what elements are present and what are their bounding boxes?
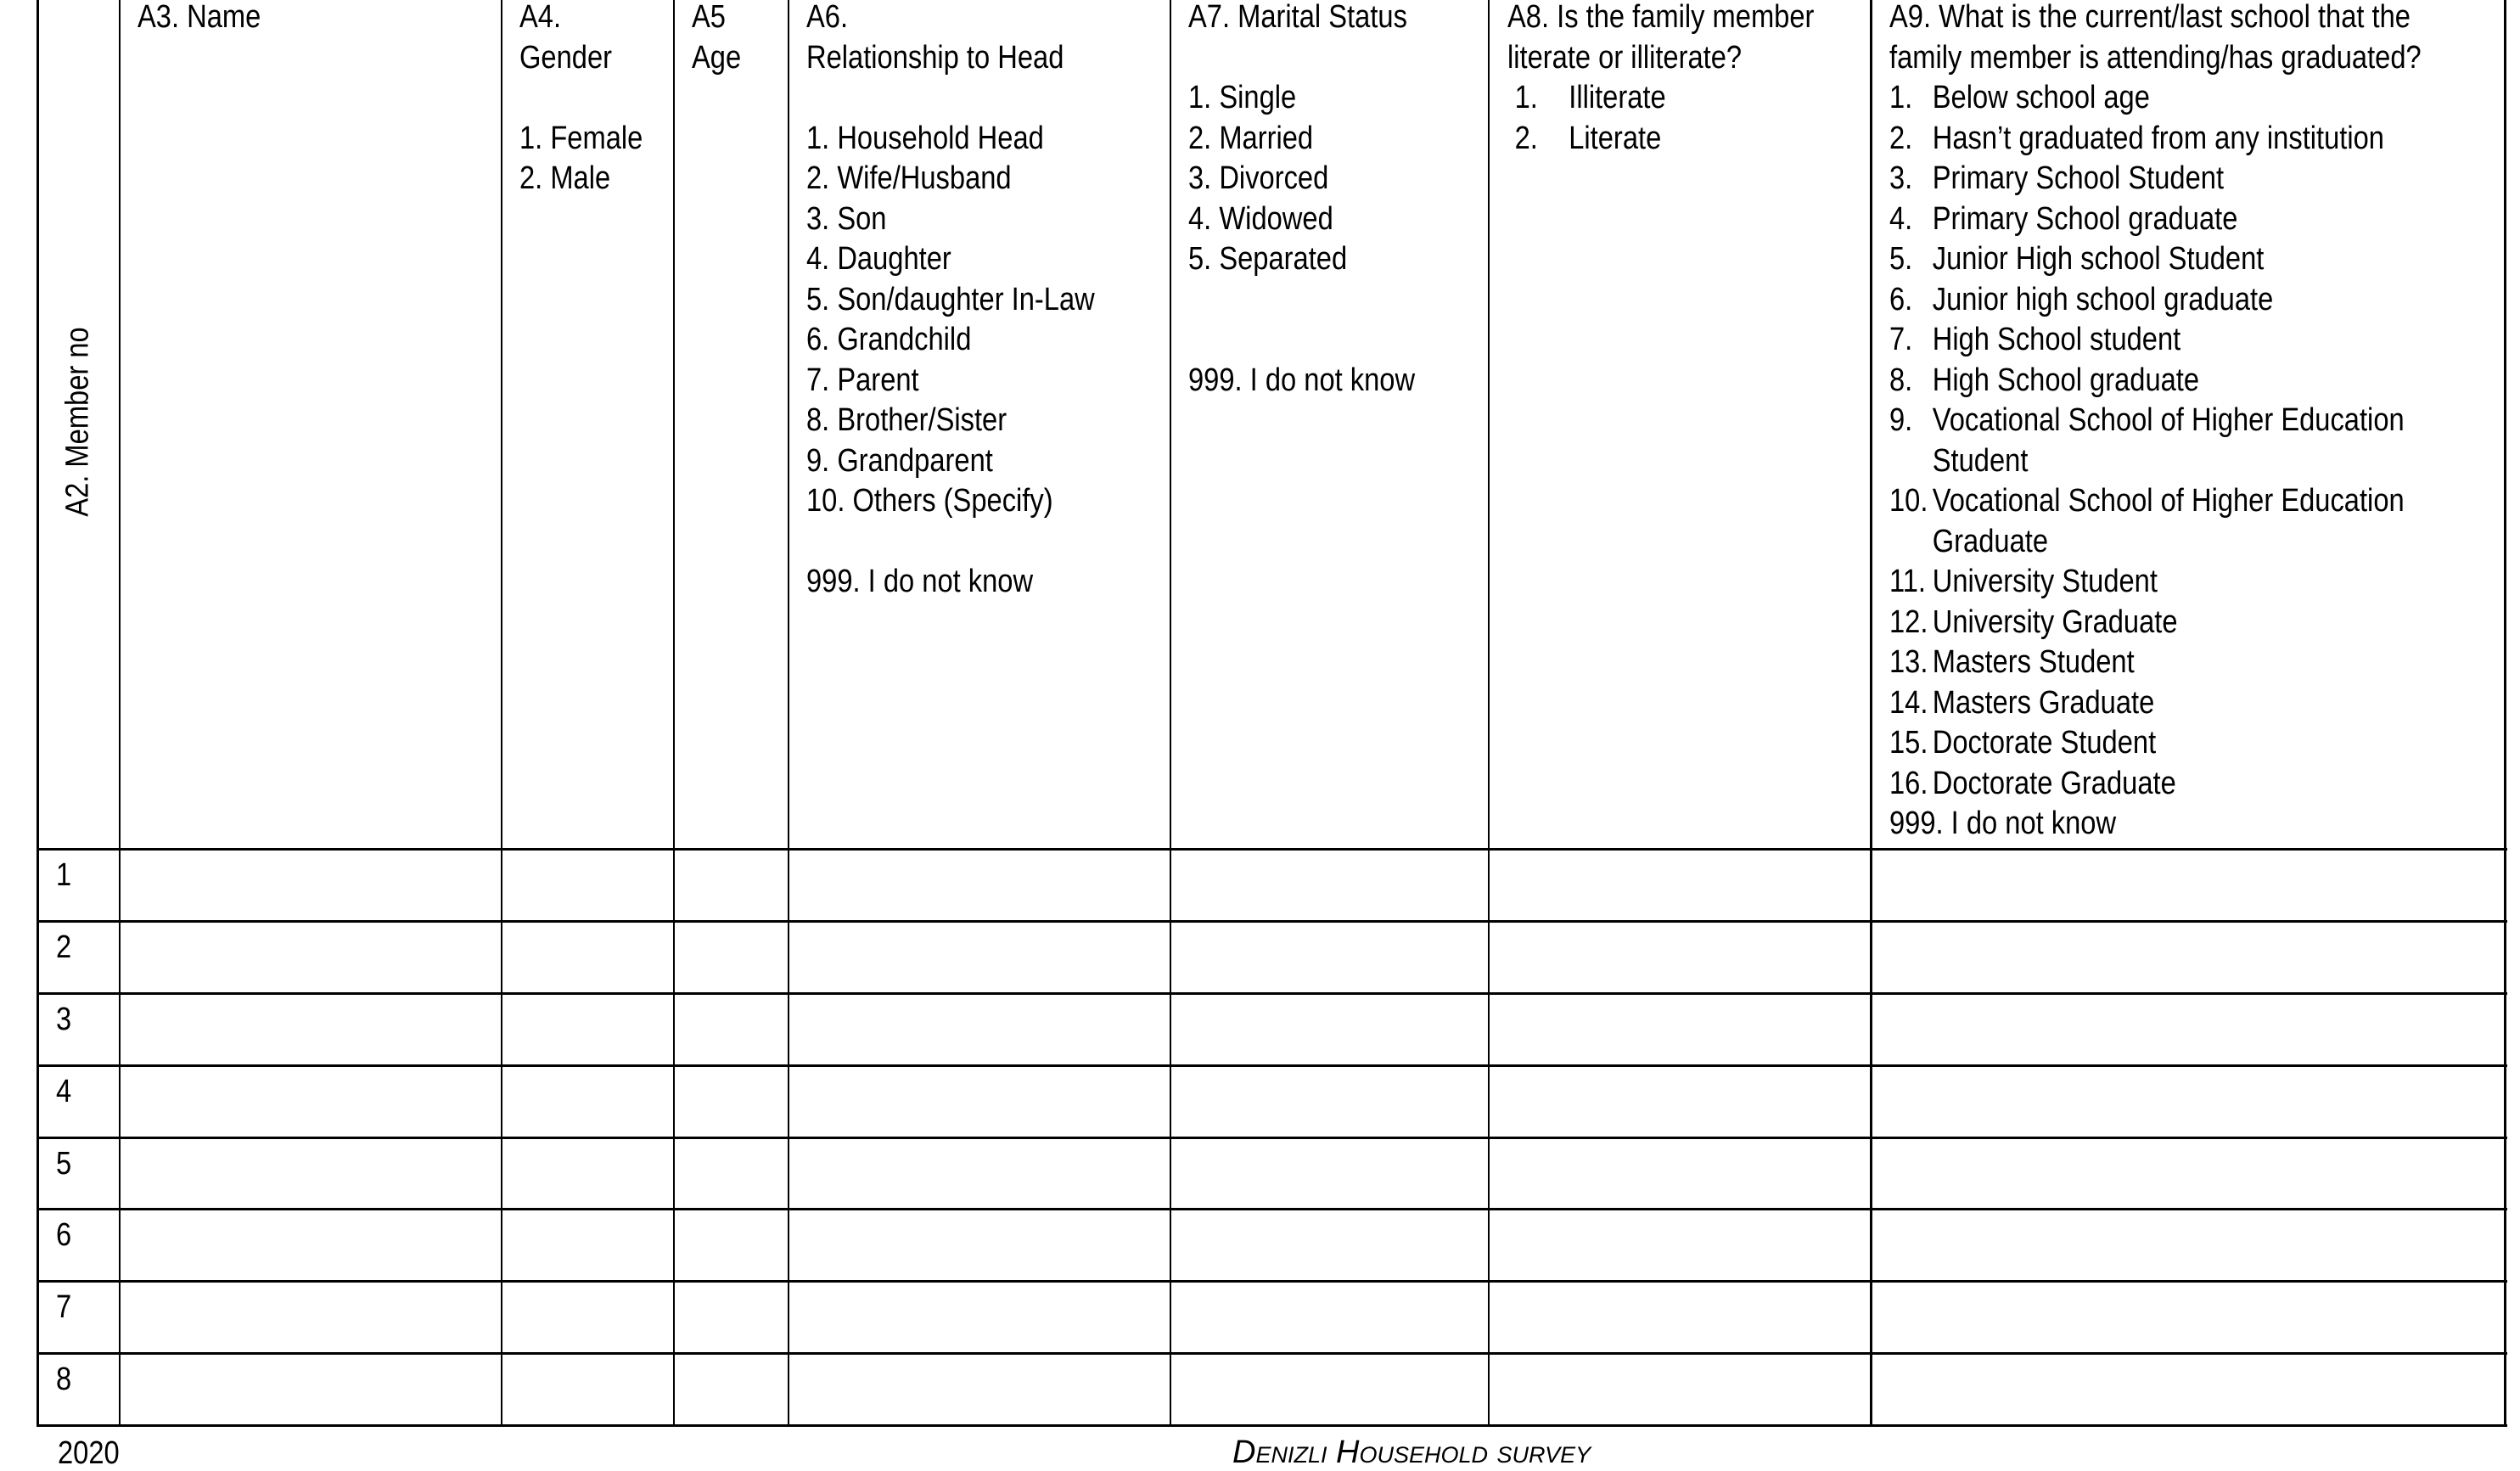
column-divider — [788, 0, 789, 1427]
row-number: 2 — [56, 929, 72, 965]
option-item: 1. Female — [519, 120, 643, 156]
option-item: 6. Grandchild — [806, 322, 972, 357]
row-divider — [36, 1137, 2507, 1139]
option-text: Below school age — [1932, 80, 2150, 115]
header-a7-marital-status — [1188, 0, 1452, 401]
option-item — [1889, 562, 2422, 603]
option-number: 11. — [1889, 564, 1927, 599]
header-label: A7. Marital Status — [1188, 0, 1407, 35]
option-number: 1. — [1889, 80, 1913, 115]
option-text: Primary School graduate — [1932, 200, 2238, 237]
option-number: 2. — [1889, 120, 1913, 156]
option-number: 13. — [1889, 644, 1928, 680]
header-label: Relationship to Head — [806, 39, 1064, 76]
header-label: literate or illiterate? — [1507, 39, 1743, 76]
table-border-left — [36, 0, 39, 1427]
option-text: Junior high school graduate — [1932, 281, 2274, 317]
option-text: Literate — [1569, 120, 1662, 156]
header-label: A3. Name — [138, 0, 261, 35]
option-dont-know: 999. I do not know — [806, 564, 1034, 599]
option-item — [1507, 78, 1814, 119]
column-divider — [1870, 0, 1872, 1427]
column-divider — [119, 0, 121, 1427]
option-number: 10. — [1889, 483, 1928, 519]
header-label: Age — [692, 39, 742, 76]
option-item: 1. Single — [1188, 80, 1297, 115]
option-text: Masters Graduate — [1932, 684, 2155, 721]
option-number: 1. — [1514, 80, 1538, 115]
row-number: 7 — [56, 1289, 72, 1325]
option-item — [1889, 159, 2422, 199]
option-item: 2. Male — [519, 160, 611, 196]
option-text: High School student — [1932, 322, 2181, 357]
option-dont-know: 999. I do not know — [1889, 806, 2117, 841]
header-label: A6. — [806, 0, 849, 35]
row-number: 3 — [56, 1002, 72, 1037]
option-item: 3. Divorced — [1188, 160, 1329, 196]
row-number: 5 — [56, 1146, 72, 1182]
option-item: 1. Household Head — [806, 120, 1044, 156]
row-divider — [36, 920, 2507, 923]
option-item — [1889, 239, 2422, 280]
option-number: 14. — [1889, 684, 1928, 721]
option-item: 3. Son — [806, 200, 887, 237]
option-item: 2. Married — [1188, 120, 1314, 156]
option-number: 8. — [1889, 362, 1913, 398]
option-item: 10. Others (Specify) — [806, 483, 1053, 519]
header-label: A5 — [692, 0, 726, 35]
option-text: Graduate — [1932, 523, 2049, 559]
column-divider — [501, 0, 502, 1427]
header-a4-gender — [519, 0, 663, 199]
option-text: Illiterate — [1569, 80, 1666, 115]
option-text: Junior High school Student — [1932, 241, 2265, 277]
option-item — [1889, 723, 2422, 764]
header-a5-age — [692, 0, 749, 78]
option-text: Primary School Student — [1932, 160, 2225, 196]
option-text: University Student — [1932, 564, 2158, 599]
option-number: 4. — [1889, 200, 1913, 237]
header-label: family member is attending/has graduated? — [1889, 39, 2422, 76]
option-number: 3. — [1889, 160, 1913, 196]
column-divider — [673, 0, 675, 1427]
option-item — [1889, 643, 2422, 683]
header-label: A8. Is the family member — [1507, 0, 1815, 35]
option-text: Masters Student — [1932, 644, 2135, 680]
row-number: 6 — [56, 1217, 72, 1253]
row-divider — [36, 992, 2507, 995]
option-number: 7. — [1889, 322, 1913, 357]
row-number: 4 — [56, 1074, 72, 1109]
option-item — [1889, 320, 2422, 361]
option-item: 9. Grandparent — [806, 442, 993, 479]
option-number: 2. — [1514, 120, 1538, 156]
option-item — [1889, 280, 2422, 321]
footer-survey-title: Denizli Household survey — [1232, 1435, 1591, 1470]
row-number: 8 — [56, 1362, 72, 1397]
option-text: High School graduate — [1932, 362, 2200, 398]
row-number: 1 — [56, 857, 72, 893]
option-text: Student — [1932, 442, 2029, 479]
footer-year: 2020 — [58, 1435, 120, 1471]
option-item — [1889, 199, 2422, 240]
option-item — [1889, 683, 2422, 724]
header-a3-name — [138, 0, 281, 38]
option-item: 4. Daughter — [806, 241, 951, 277]
option-item: 8. Brother/Sister — [806, 402, 1007, 438]
option-item — [1889, 764, 2422, 805]
option-text: Vocational School of Higher Education — [1932, 402, 2405, 438]
option-number: 15. — [1889, 725, 1928, 761]
option-item — [1889, 361, 2422, 401]
option-item: 2. Wife/Husband — [806, 160, 1012, 196]
header-a2-member-no: A2. Member no — [59, 327, 96, 517]
column-divider — [1488, 0, 1490, 1427]
option-text: Vocational School of Higher Education — [1932, 483, 2405, 519]
option-item — [1889, 603, 2422, 643]
header-label: Gender — [519, 39, 613, 76]
option-item — [1889, 78, 2422, 119]
option-number: 12. — [1889, 604, 1928, 640]
option-text: University Graduate — [1932, 604, 2178, 640]
option-dont-know: 999. I do not know — [1188, 362, 1416, 398]
column-divider — [1170, 0, 1171, 1427]
option-number: 9. — [1889, 402, 1913, 438]
option-item: 7. Parent — [806, 362, 919, 398]
option-number: 5. — [1889, 241, 1913, 277]
row-divider — [36, 1064, 2507, 1067]
option-item: 4. Widowed — [1188, 200, 1333, 237]
option-item — [1889, 401, 2422, 441]
option-number: 16. — [1889, 765, 1928, 801]
header-a6-relationship — [806, 0, 1142, 603]
option-text: Doctorate Student — [1932, 725, 2157, 761]
header-label: A9. What is the current/last school that the — [1889, 0, 2411, 35]
option-item-continued — [1889, 441, 2422, 482]
table-border-bottom — [36, 1424, 2507, 1427]
header-a8-literacy — [1507, 0, 1864, 159]
row-divider — [36, 1280, 2507, 1283]
row-divider — [36, 1352, 2507, 1355]
row-divider — [36, 1208, 2507, 1210]
header-label: A4. — [519, 0, 562, 35]
option-item — [1889, 481, 2422, 522]
option-text: Doctorate Graduate — [1932, 765, 2176, 801]
option-item — [1507, 119, 1814, 160]
option-number: 6. — [1889, 281, 1913, 317]
option-text: Hasn’t graduated from any institution — [1932, 120, 2384, 156]
option-item — [1889, 119, 2422, 160]
option-item: 5. Son/daughter In-Law — [806, 281, 1095, 317]
header-a9-education — [1889, 0, 2508, 845]
option-item-continued — [1889, 522, 2422, 563]
header-bottom-border — [36, 848, 2507, 851]
option-item: 5. Separated — [1188, 241, 1348, 277]
